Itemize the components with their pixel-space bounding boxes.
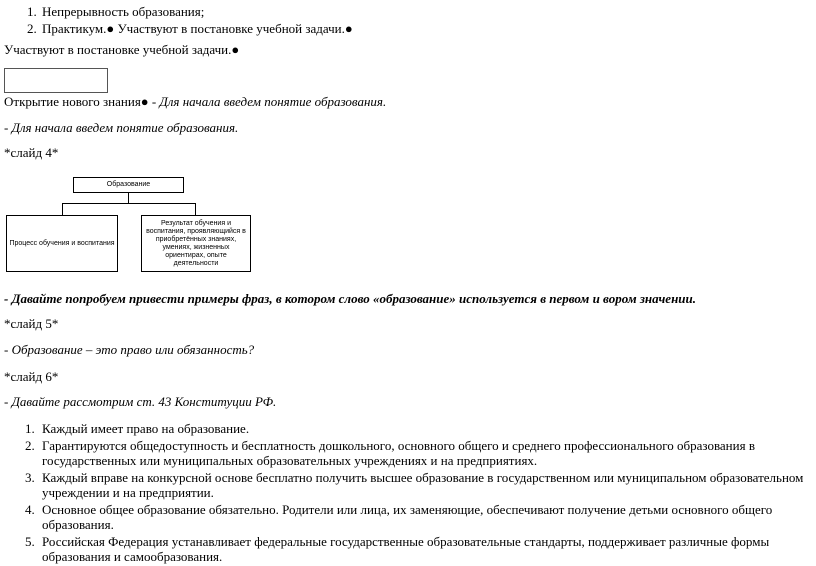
list-item	[0, 421, 814, 436]
list-item-text: Гарантируются общедоступность и бесплатность дошкольного, основного общего и среднего профессионального образования в государственных или муниципальных образовательных учреждениях и на предприятиях.	[42, 438, 755, 468]
slide-marker: *слайд 4*	[4, 145, 59, 160]
slide-marker: *слайд 6*	[4, 369, 59, 384]
list-item	[0, 502, 814, 532]
list-item: Непрерывность образования;	[42, 4, 205, 19]
list-number: 1.	[27, 4, 37, 19]
list-item-text: Каждый имеет право на образование.	[42, 421, 250, 436]
connector	[62, 203, 196, 204]
connector	[195, 203, 196, 215]
paragraph	[4, 94, 386, 109]
list-number: 1.	[25, 421, 35, 436]
list-number: 2.	[25, 438, 35, 453]
connector	[128, 193, 129, 203]
list-item-text: Каждый вправе на конкурсной основе бесплатно получить высшее образование в государственном или муниципальном образовательном учреждении и на предприятии.	[42, 470, 804, 500]
list-number: 5.	[25, 534, 35, 549]
list-item	[0, 438, 814, 468]
paragraph: - Для начала введем понятие образования.	[4, 120, 239, 135]
list-item	[0, 534, 814, 564]
list-item-text: Основное общее образование обязательно. Родители или лица, их заменяющие, обеспечивают получение детьми основного общего образования.	[42, 502, 773, 532]
list-number: 4.	[25, 502, 35, 517]
list-number: 2.	[27, 21, 37, 36]
paragraph: - Образование – это право или обязанность?	[4, 342, 255, 357]
list-number: 3.	[25, 470, 35, 485]
diagram-right-box: Результат обучения и воспитания, проявляющийся в приобретённых знаниях, умениях, жизненных ориентирах, опыте деятельности	[141, 215, 251, 272]
slide-marker: *слайд 5*	[4, 316, 59, 331]
diagram-left-box: Процесс обучения и воспитания	[6, 215, 118, 272]
article-list	[0, 421, 814, 566]
list-item	[0, 470, 814, 500]
paragraph: Участвуют в постановке учебной задачи.●	[4, 42, 240, 57]
connector	[62, 203, 63, 215]
empty-frame	[4, 68, 108, 93]
list-item-text: Российская Федерация устанавливает федеральные государственные образовательные стандарты, поддерживает различные формы образования и самообразования.	[42, 534, 770, 564]
diagram-root-box: Образование	[73, 177, 184, 193]
list-item: Практикум.● Участвуют в постановке учебной задачи.●	[42, 21, 353, 36]
paragraph: - Давайте рассмотрим ст. 43 Конституции РФ.	[4, 394, 277, 409]
text-plain: Открытие нового знания● -	[4, 94, 160, 109]
text-italic: Для начала введем понятие образования.	[159, 94, 387, 109]
paragraph: - Давайте попробуем привести примеры фраз, в котором слово «образование» используется в первом и вором значении.	[4, 291, 696, 306]
